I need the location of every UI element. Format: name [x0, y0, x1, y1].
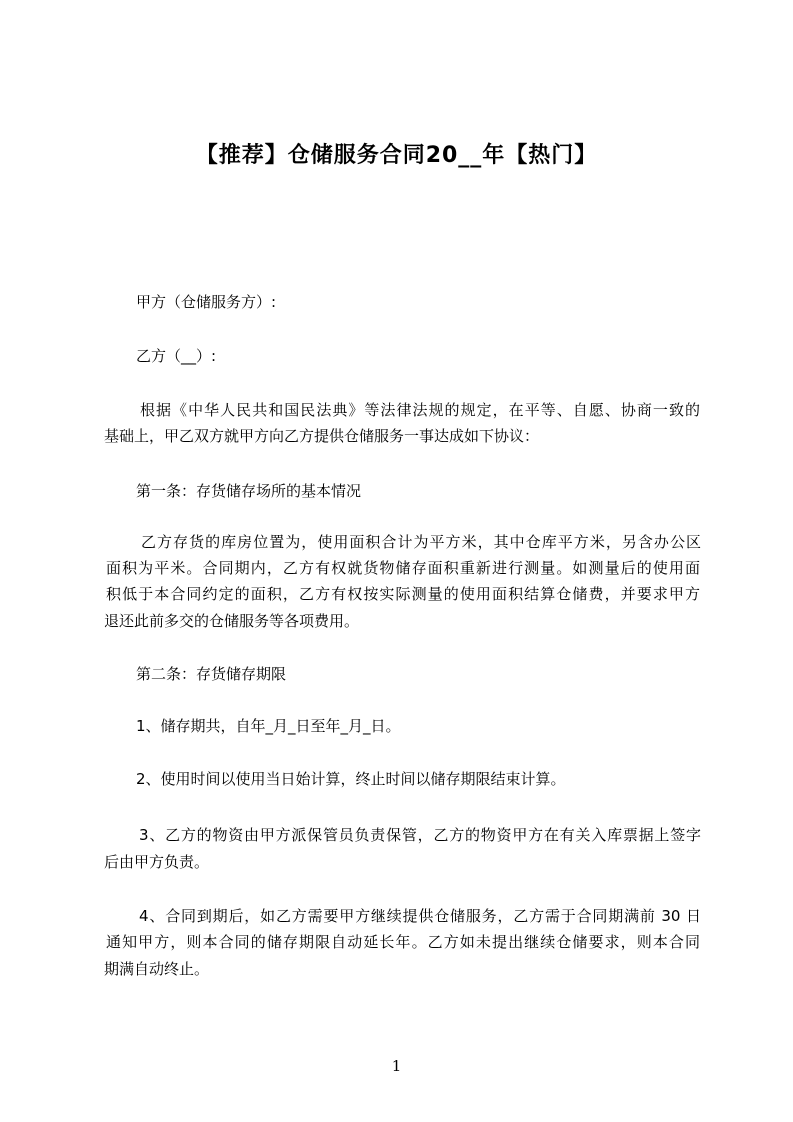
article1-line-2: 面积为平米。合同期内，乙方有权就货物储存面积重新进行测量。如测量后的使用面 [106, 559, 700, 577]
article2-item-4-line-2: 通知甲方，则本合同的储存期限自动延长年。乙方如未提出继续仓储要求，则本合同 [106, 933, 700, 951]
preamble-line-1: 根据《中华人民共和国民法典》等法律法规的规定，在平等、自愿、协商一致的 [140, 401, 700, 419]
document-title: 【推荐】仓储服务合同20__年【热门】 [195, 143, 598, 168]
article1-line-4: 退还此前多交的仓储服务等各项费用。 [104, 612, 360, 630]
preamble-line-2: 基础上，甲乙双方就甲方向乙方提供仓储服务一事达成如下协议： [104, 427, 540, 445]
article1-heading: 第一条：存货储存场所的基本情况 [136, 482, 362, 500]
article2-item-3-line-2: 后由甲方负责。 [104, 853, 210, 871]
article2-item-3-line-1: 3、乙方的物资由甲方派保管员负责保管，乙方的物资甲方在有关入库票据上签字 [139, 826, 701, 844]
party-b-line: 乙方（__）: [136, 347, 217, 365]
article2-item-1: 1、储存期共，自年_月_日至年_月_日。 [136, 717, 401, 735]
article2-item-4-line-1: 4、合同到期后，如乙方需要甲方继续提供仓储服务，乙方需于合同期满前 30 日 [139, 907, 701, 925]
article1-line-3: 积低于本合同约定的面积，乙方有权按实际测量的使用面积结算仓储费，并要求甲方 [106, 585, 700, 603]
article2-heading: 第二条：存货储存期限 [136, 665, 287, 683]
page-number: 1 [391, 1057, 402, 1075]
article2-item-4-line-3: 期满自动终止。 [104, 960, 210, 978]
article1-line-1: 乙方存货的库房位置为，使用面积合计为平方米，其中仓库平方米，另含办公区 [141, 533, 701, 551]
party-a-line: 甲方（仓储服务方）: [136, 293, 277, 311]
article2-item-2: 2、使用时间以使用当日始计算，终止时间以储存期限结束计算。 [136, 770, 566, 788]
